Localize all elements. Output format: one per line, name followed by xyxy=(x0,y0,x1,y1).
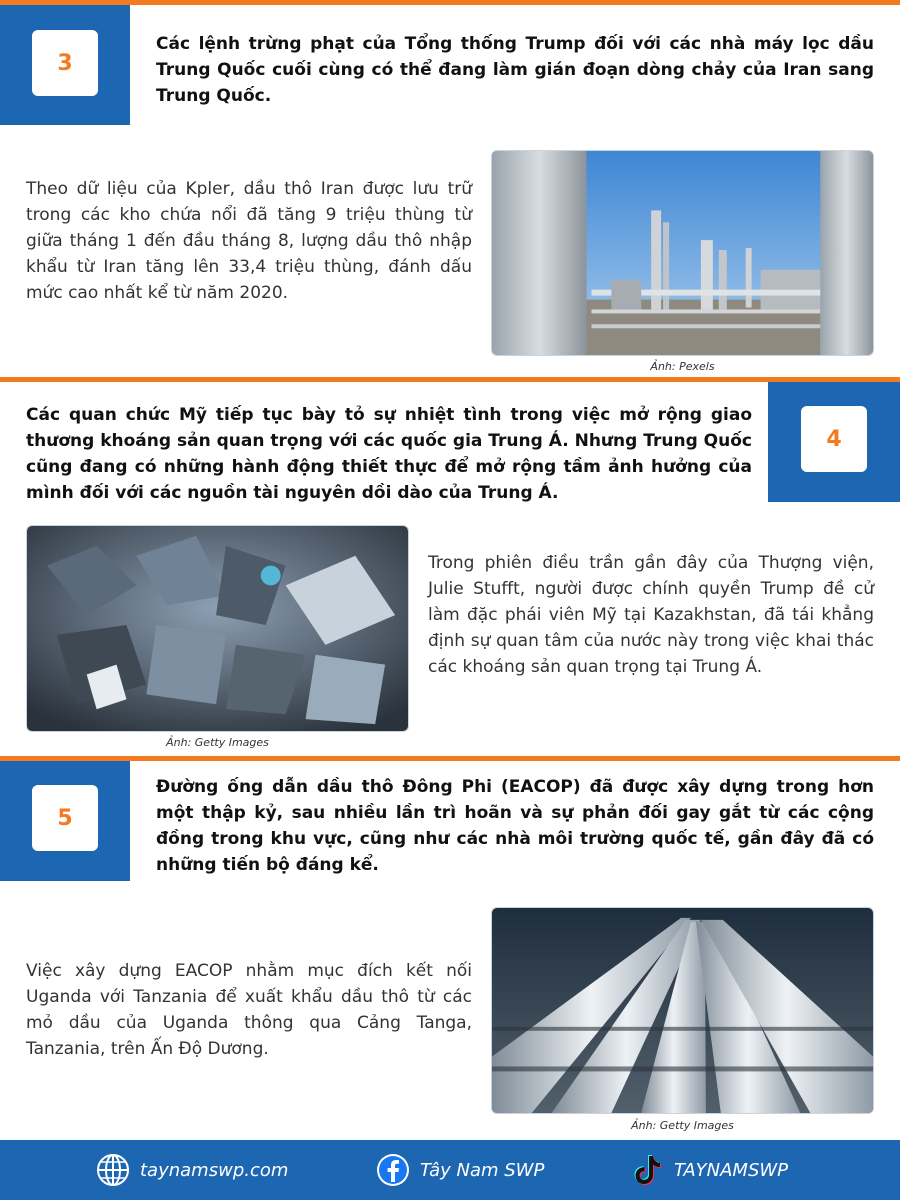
footer-bar xyxy=(0,1140,900,1200)
minerals-photo xyxy=(26,525,409,732)
section-5-rule xyxy=(0,756,900,761)
section-5-caption: Ảnh: Getty Images xyxy=(631,1119,734,1132)
section-5-number: 5 xyxy=(32,785,98,851)
section-3-number: 3 xyxy=(32,30,98,96)
tiktok-icon xyxy=(632,1153,664,1187)
refinery-photo xyxy=(491,150,874,356)
section-3-headline: Các lệnh trừng phạt của Tổng thống Trump đối với các nhà máy lọc dầu Trung Quốc cuối cùng có thể đang làm gián đoạn dòng chảy của Iran sang Trung Quốc. xyxy=(156,34,874,106)
footer-facebook[interactable] xyxy=(376,1140,544,1200)
top-rule xyxy=(0,0,900,5)
section-5-number-block xyxy=(0,761,130,881)
section-3-number-block xyxy=(0,5,130,125)
footer-website[interactable] xyxy=(96,1140,288,1200)
section-3-body: Theo dữ liệu của Kpler, dầu thô Iran được lưu trữ trong các kho chứa nổi đã tăng 9 triệu thùng từ giữa tháng 1 đến đầu tháng 8, lượng dầu thô nhập khẩu từ Iran tăng lên 33,4 triệu thùng, đánh dấu mức cao nhất kể từ năm 2020. xyxy=(26,179,472,303)
section-4-number: 4 xyxy=(801,406,867,472)
globe-icon xyxy=(96,1153,130,1187)
section-5-headline: Đường ống dẫn dầu thô Đông Phi (EACOP) đã được xây dựng trong hơn một thập kỷ, sau nhiều lần trì hoãn và sự phản đối gay gắt từ các cộng đồng trong khu vực, cũng như các nhà môi trường quốc tế, gần đây đã có những tiến bộ đáng kể. xyxy=(156,777,874,875)
footer-tiktok[interactable] xyxy=(632,1140,788,1200)
section-5-body: Việc xây dựng EACOP nhằm mục đích kết nối Uganda với Tanzania để xuất khẩu dầu thô từ các mỏ dầu của Uganda thông qua Cảng Tanga, Tanzania, trên Ấn Độ Dương. xyxy=(26,961,472,1059)
section-3-caption: Ảnh: Pexels xyxy=(650,360,715,373)
section-4-body: Trong phiên điều trần gần đây của Thượng viện, Julie Stufft, người được chính quyền Trump đề cử làm đặc phái viên Mỹ tại Kazakhstan, đã tái khẳng định sự quan tâm của nước này trong việc khai thác các khoáng sản quan trọng tại Trung Á. xyxy=(428,553,874,677)
pipeline-photo xyxy=(491,907,874,1114)
footer-facebook-label: Tây Nam SWP xyxy=(420,1159,545,1181)
footer-website-label: taynamswp.com xyxy=(140,1159,289,1181)
facebook-icon xyxy=(376,1153,410,1187)
section-4-rule xyxy=(0,377,900,382)
section-4-caption: Ảnh: Getty Images xyxy=(166,736,269,749)
section-4-headline: Các quan chức Mỹ tiếp tục bày tỏ sự nhiệt tình trong việc mở rộng giao thương khoáng sản quan trọng với các quốc gia Trung Á. Nhưng Trung Quốc cũng đang có những hành động thiết thực để mở rộng tầm ảnh hưởng của mình đối với các nguồn tài nguyên dồi dào của Trung Á. xyxy=(26,405,752,503)
footer-tiktok-label: TAYNAMSWP xyxy=(674,1159,789,1181)
section-4-number-block xyxy=(768,382,900,502)
